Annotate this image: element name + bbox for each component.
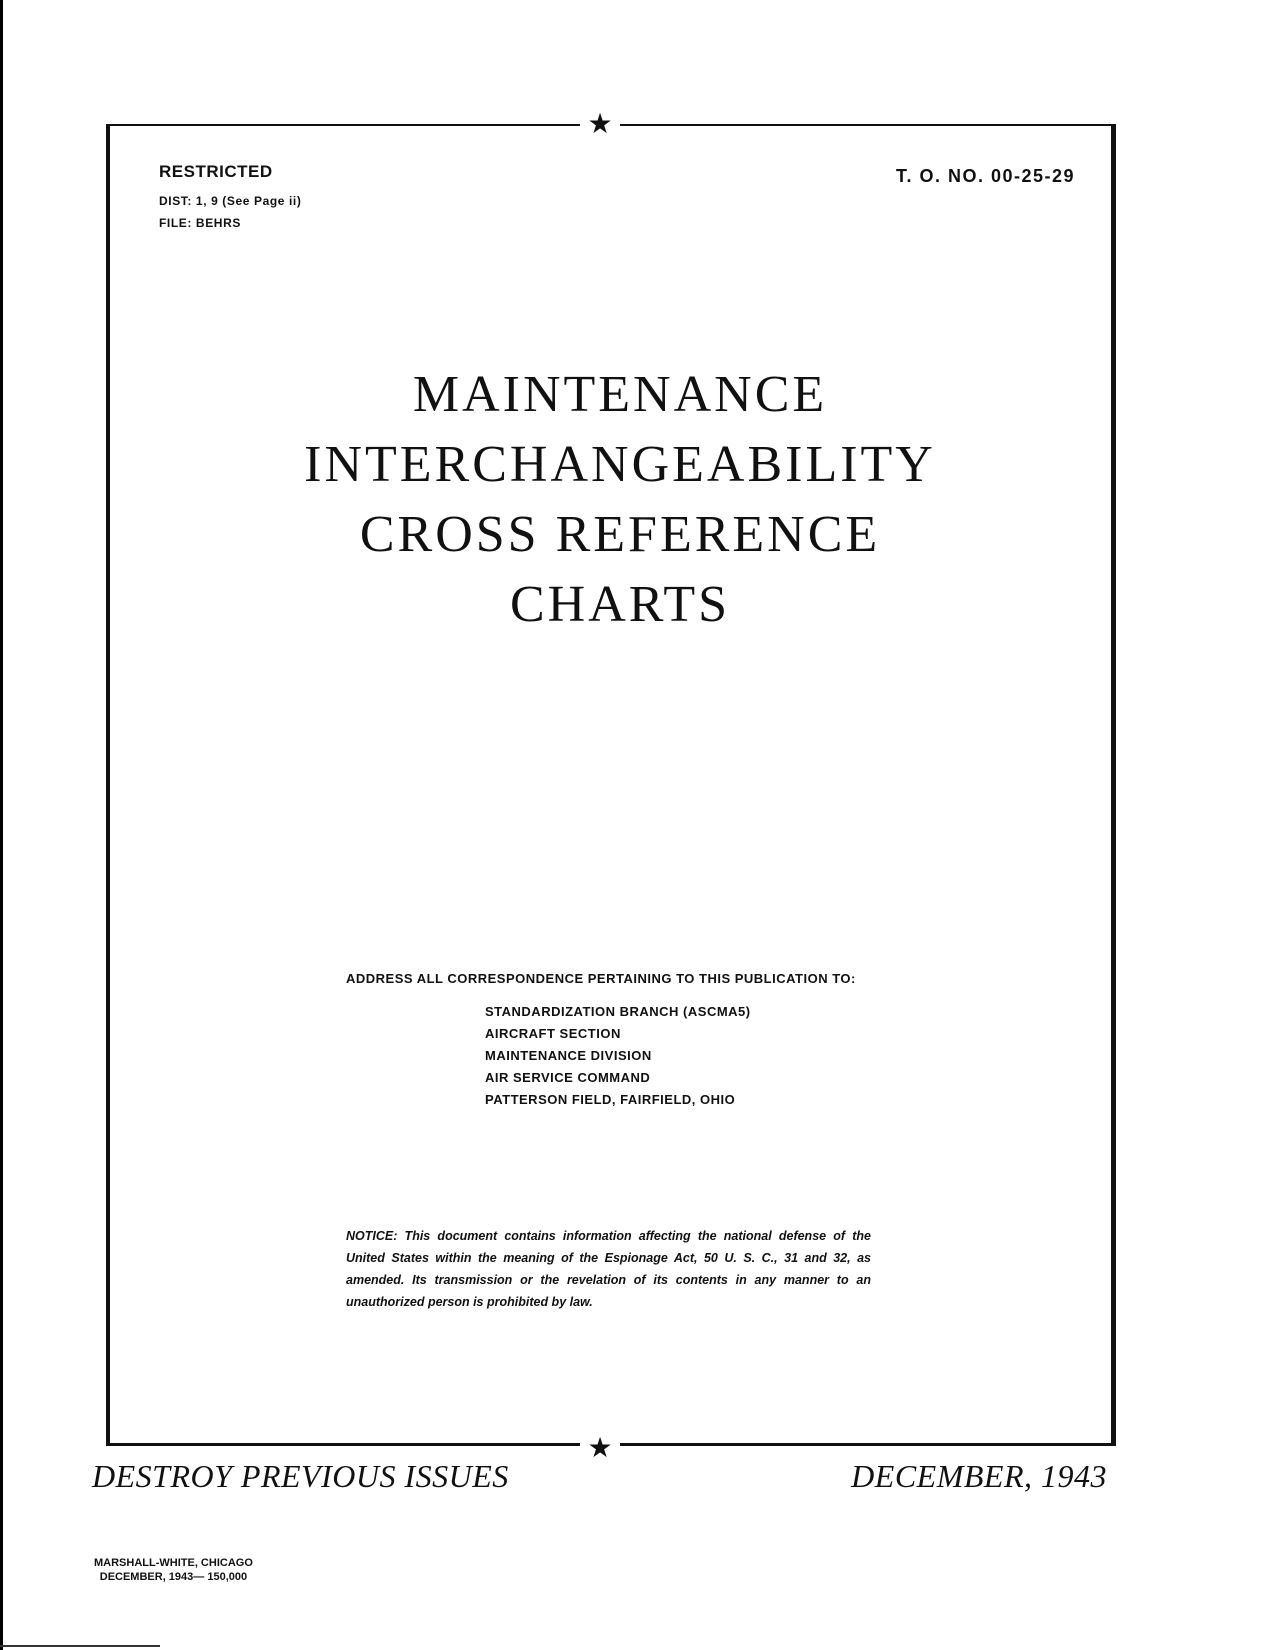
document-title (120, 360, 1120, 640)
technical-order-number: T. O. NO. 00-25-29 (895, 166, 1075, 186)
address-line: STANDARDIZATION BRANCH (ASCMA5) (485, 1004, 751, 1019)
address-line: AIRCRAFT SECTION (485, 1026, 621, 1041)
publication-date: DECEMBER, 1943 (851, 1458, 1107, 1494)
bottom-edge-rule (0, 1645, 160, 1647)
print-run: DECEMBER, 1943— 150,000 (99, 1571, 248, 1583)
address-line: PATTERSON FIELD, FAIRFIELD, OHIO (485, 1092, 736, 1107)
address-heading: ADDRESS ALL CORRESPONDENCE PERTAINING TO THIS PUBLICATION TO: (346, 971, 856, 986)
title-line: CROSS REFERENCE (359, 506, 881, 563)
security-notice: NOTICE: This document contains information affecting the national defense of the United States within the meaning of the Espionage Act, 50 U. S. C., 31 and 32, as amended. Its transmission or the revelation of its contents in any manner to an unauthorized person is prohibited by law. (346, 1229, 871, 1309)
distribution-line: DIST: 1, 9 (See Page ii) (159, 194, 302, 208)
printer-name: MARSHALL-WHITE, CHICAGO (94, 1557, 253, 1569)
destroy-previous-issues: DESTROY PREVIOUS ISSUES (92, 1458, 509, 1494)
printer-imprint (94, 1556, 253, 1584)
title-line: INTERCHANGEABILITY (304, 436, 936, 493)
star-ornament-bottom: ★ (580, 1430, 620, 1466)
address-line: AIR SERVICE COMMAND (485, 1070, 651, 1085)
address-line: MAINTENANCE DIVISION (485, 1048, 652, 1063)
star-ornament-top: ★ (580, 106, 620, 142)
file-line: FILE: BEHRS (159, 216, 241, 230)
address-block (485, 1001, 751, 1111)
title-line: MAINTENANCE (412, 366, 828, 423)
title-line: CHARTS (509, 576, 731, 633)
classification-label: RESTRICTED (159, 162, 273, 181)
